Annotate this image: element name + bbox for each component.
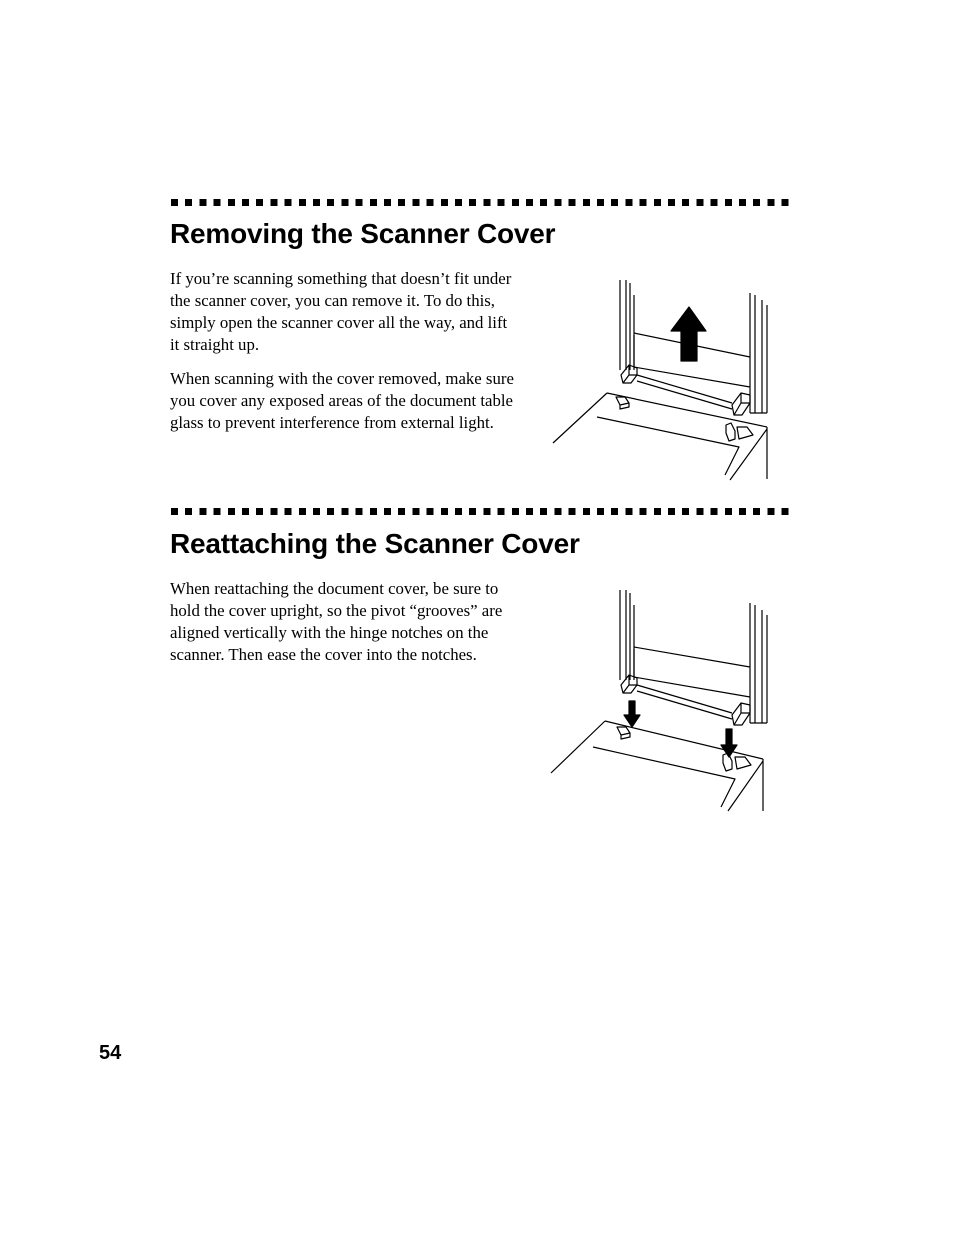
section-title-removing: Removing the Scanner Cover <box>170 218 556 249</box>
scanner-cover-removal-illustration <box>545 275 770 485</box>
section-divider-2 <box>171 508 795 515</box>
section-divider-1 <box>171 199 795 206</box>
paragraph: When reattaching the document cover, be sure to hold the cover upright, so the pivot “grooves” are aligned vertically with the hinge notches on the scanner. Then ease the cover into the notches. <box>170 579 503 664</box>
section-title-reattaching: Reattaching the Scanner Cover <box>170 528 580 559</box>
section-body-removing <box>170 268 530 434</box>
section-body-reattaching <box>170 578 530 666</box>
paragraph: When scanning with the cover removed, make sure you cover any exposed areas of the document table glass to prevent interference from external light. <box>170 369 514 432</box>
scanner-cover-reattach-illustration <box>545 585 770 815</box>
paragraph: If you’re scanning something that doesn’t fit under the scanner cover, you can remove it. To do this, simply open the scanner cover all the way, and lift it straight up. <box>170 269 512 354</box>
page-number: 54 <box>99 1042 122 1064</box>
